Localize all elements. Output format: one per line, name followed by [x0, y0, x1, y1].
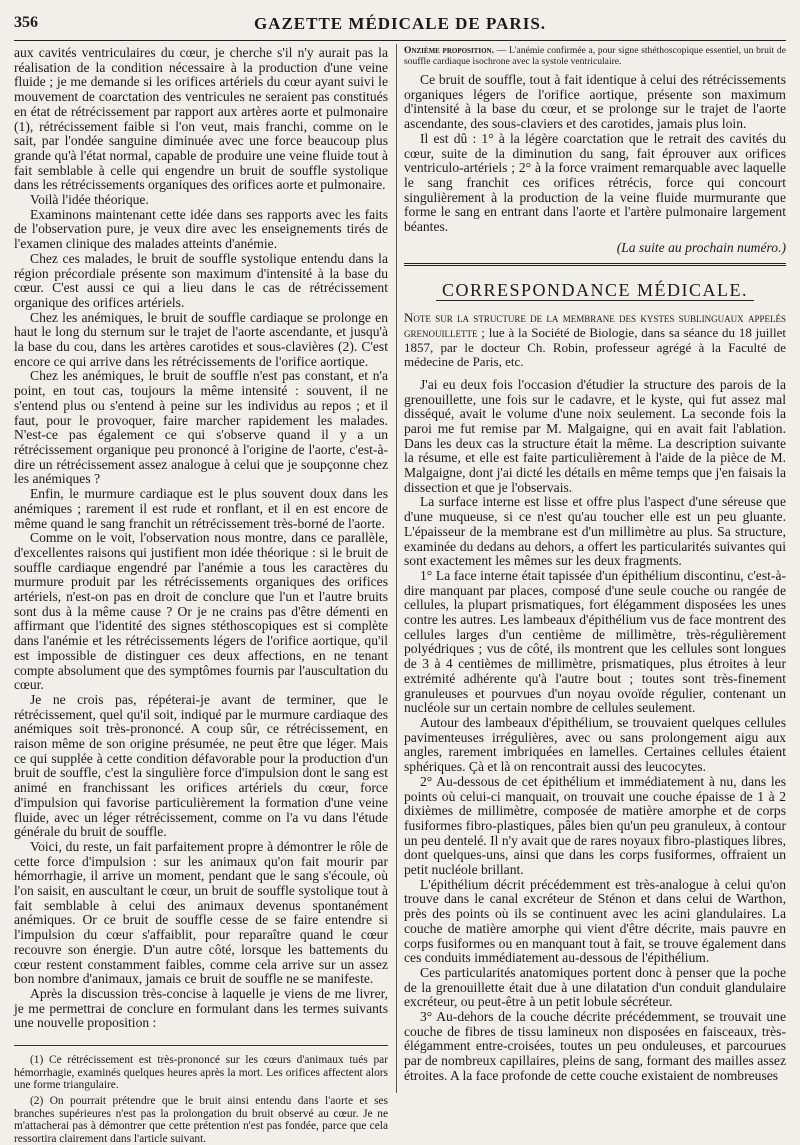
paragraph: Autour des lambeaux d'épithélium, se trouvaient quelques cellules pavimenteuses irrégulières, avec ou sans prolongement aigu aux angles, rarement imbriquées en lamelles. Certaines cellules étaient sphériques. Çà et là on rencontrait aussi des leucocytes. [404, 714, 786, 775]
column-divider [396, 44, 397, 1093]
footnote: (1) Ce rétrécissement est très-prononcé sur les cœurs d'animaux tués par hémorrhagie, examinés quelques heures après la mort. Les orifices affectent alors une forme triangulaire. [14, 1054, 388, 1091]
paragraph: aux cavités ventriculaires du cœur, je cherche s'il n'y aurait pas la réalisation de la condition nécessaire à la production d'une veine fluide ; je me demande si les orifices artériels du cœur ayant suivi le mouvement de coarctation des ventricules ne seraient pas constitués en état de rétrécissement par rapport aux artères aorte et pulmonaire (1), rétrécissement faible si l'on veut, mais franchi, comme on le sait, par l'ondée sanguine diminuée avec une force beaucoup plus grande qu'à l'état normal, capable de produire une veine fluide tout à fait semblable à celle qui engendre un bruit de souffle systolique dans les rétrécissements organiques des orifices aorte et pulmonaire. [14, 45, 388, 193]
footnote: (2) On pourrait prétendre que le bruit ainsi entendu dans l'aorte et ses branches supérieures n'est pas la prolongation du bruit observé au cœur. Je ne m'attacherai pas à démontrer que cette prétention n'est pas fondée, parce que cela ressortira clairement dans l'article suivant. [14, 1095, 388, 1145]
paragraph: Examinons maintenant cette idée dans ses rapports avec les faits de l'observation pure, je veux dire avec les enseignements tirés de l'examen clinique des malades atteints d'anémie. [14, 206, 388, 252]
paragraph: 2° Au-dessous de cet épithélium et immédiatement à nu, dans les points où celui-ci manquait, on trouvait une couche épaisse de 1 à 2 dixièmes de millimètre, composée de matière amorphe et de corps fusiformes fibro-plastiques, pâles bien qu'un peu granuleux, à contour un peu dentelé. Il n'y avait que de rares noyaux fibro-plastiques libres, dont quelques-uns, ainsi que dans les corps fusiformes, offraient un petit nucléole brillant. [404, 773, 786, 878]
paragraph: 3° Au-dehors de la couche décrite précédemment, se trouvait une couche de fibres de tissu lamineux non disposées en faisceaux, très-élégamment entre-croisées, toutes un peu onduleuses, et parcourues par de nombreux capillaires, pleins de sang, formant des mailles assez étroites. A la face profonde de cette couche existaient de nombreuses [404, 1009, 786, 1083]
paragraph: Ce bruit de souffle, tout à fait identique à celui des rétrécissements organiques légers de l'orifice aortique, présente son maximum d'intensité à la base du cœur, et se prolonge sur le trajet de l'aorte ascendante, des sous-claviers et des carotides, jamais plus loin. [404, 72, 786, 132]
paragraph: Voilà l'idée théorique. [30, 192, 149, 208]
paragraph: La surface interne est lisse et offre plus l'aspect d'une séreuse que d'une muqueuse, si ce n'est qu'au toucher elle est un peu gluante. L'épaisseur de la membrane est d'un millimètre au plus. Sa structure, examinée du dedans au dehors, a offert les particularités suivantes qui sont exactement les mêmes sur les deux fragments. [404, 494, 786, 569]
paragraph: Je ne crois pas, répéterai-je avant de terminer, que le rétrécissement, quel qu'il soit, indiqué par le murmure cardiaque des anémiques soit très-prononcé. A coup sûr, ce rétrécissement, en raison même de son origine présumée, ne peut être que léger. Mais ce qui supplée à cette condition défavorable pour la production d'un bruit de souffle, c'est la singulière force d'impulsion dont le sang est animé en franchissant les orifices artériels du cœur, force d'impulsion qui favorise particulièrement la formation d'une veine fluide, avec un léger rétrécissement, comme on l'a vu dans l'étude générale du bruit de souffle. [14, 691, 388, 840]
footnote-rule [14, 1045, 388, 1046]
paragraph: Enfin, le murmure cardiaque est le plus souvent doux dans les anémiques ; rarement il est rude et ronflant, et il en est encore de même quand le sang franchit un rétrécissement très-borné de l'aorte. [14, 486, 388, 531]
paragraph: Comme on le voit, l'observation nous montre, dans ce parallèle, d'excellentes raisons qui justifient mon idée théorique : si le bruit de souffle cardiaque engendré par l'anémie a tous les caractères du murmure produit par les rétrécissements organiques des orifices artériels, n'est-on pas en droit de conclure que l'un et l'autre bruits sont dus à la même cause ? Or je ne crains pas d'être démenti en affirmant que l'identité des signes stéthoscopiques est si complète dans l'anémie et les rétrécissements légers de l'orifice aortique, qu'il est impossible de distinguer ces deux affections, en ne tenant compte absolument que des symptômes fournis par l'auscultation du cœur. [14, 530, 388, 693]
page-header [14, 14, 786, 36]
right-column [404, 46, 786, 1093]
paragraph: Il est dû : 1° à la légère coarctation que le retrait des cavités du cœur, suite de la diminution du sang, fait éprouver aux orifices ventriculo-artériels ; 2° à la force vraiment remarquable avec laquelle le sang franchit ces orifices rétrécis, force qui concourt singulièrement à la production de la veine fluide murmurante que forme le sang en entrant dans l'aorte et l'artère pulmonaire largement béantes. [404, 130, 786, 235]
note-title: Note sur la structure de la membrane des kystes sublinguaux appelés grenouillette ; [404, 310, 786, 341]
paragraph: Ces particularités anatomiques portent donc à penser que la poche de la grenouillette était due à une dilatation d'un conduit glandulaire excréteur, ou peut-être à un petit lobule sécréteur. [404, 964, 786, 1010]
paragraph: J'ai eu deux fois l'occasion d'étudier la structure des parois de la grenouillette, une fois sur le cadavre, et le kyste, qui fut assez mal disséqué, avait le volume d'une noix seulement. La seconde fois la paroi me fut remise par M. Malgaigne, qui en avait fait l'ablation. Dans les deux cas la structure était la même. La description suivante la résume, et elle est faite particulièrement à l'aide de la pièce de M. Malgaigne, dont j'ai dicté les détails en même temps que j'en faisais la dissection et que je l'observais. [404, 376, 786, 495]
paragraph: L'épithélium décrit précédemment est très-analogue à celui qu'on trouve dans le canal excréteur de Sténon et dans celui de Warthon, près des points où ils se continuent avec les acini glandulaires. La couche de matière amorphe qui vient d'être décrite, mais pauvre en corps fusiformes ou en manquant tout à fait, se trouve également dans ces conduits immédiatement au-dessous de l'épithélium. [404, 876, 786, 966]
paragraph: Voici, du reste, un fait parfaitement propre à démontrer le rôle de cette force d'impulsion : sur les animaux qu'on fait mourir par hémorrhagie, il arrive un moment, pendant que le sang s'écoule, où l'on saisit, en auscultant le cœur, un bruit de souffle systolique tout à fait semblable à celui des animaux devenus spontanément anémiques. Or ce bruit de souffle cesse de se faire entendre si l'impulsion du cœur s'affaiblit, pour reparaître quand le cœur recouvre son énergie. D'un autre côté, lorsque les battements du cœur restent constamment faibles, comme cela arrive sur un assez bon nombre d'animaux, jamais ce bruit de souffle ne se manifeste. [14, 838, 388, 987]
continued-notice: (La suite au prochain numéro.) [616, 239, 786, 255]
proposition-text: — L'anémie confirmée a, pour signe sthéthoscopique essentiel, un bruit de souffle cardiaque isochrone avec la systole ventriculaire. [404, 45, 786, 67]
header-rule [14, 40, 786, 41]
proposition-name: Onzième proposition. [404, 45, 494, 56]
left-column [14, 45, 388, 1145]
paragraph: 1° La face interne était tapissée d'un épithélium discontinu, c'est-à-dire manquant par places, composé d'une seule couche ou rangée de cellules, la plupart prismatiques, fort élégamment disposées les unes contre les autres. Les lambeaux d'épithélium vus de face montrent des cellules larges d'un centième de millimètre, très-régulièrement polyédriques ; vus de côté, ils montrent que les cellules sont longues de 3 à 4 centièmes de millimètre, prismatiques, plus étroites à leur extrémité adhérente qu'à l'autre bout ; toutes sont très-finement granuleuses et pourvues d'un noyau ovoïde régulier, contenant un nucléole sur un certain nombre de cellules seulement. [404, 567, 786, 716]
paragraph: Après la discussion très-concise à laquelle je viens de me livrer, je me permettrai de conclure en formulant dans les termes suivants une nouvelle proposition : [14, 986, 388, 1031]
paragraph: Chez les anémiques, le bruit de souffle cardiaque se prolonge en haut le long du sternum sur le trajet de l'aorte ascendante, et jusqu'à la base du cou, dans les artères carotides et sous-clavières (2). C'est encore ce qui arrive dans les rétrécissements de l'orifice aortique. [14, 309, 388, 369]
proposition [404, 46, 786, 67]
paragraph: Chez les anémiques, le bruit de souffle n'est pas constant, et n'a point, en tout cas, toujours la même intensité : souvent, il ne s'entend plus ou s'entend à peine sur les individus au repos ; et il faut, pour le provoquer, faire marcher rapidement les malades. N'est-ce pas également ce qui s'observe quand il y a un rétrécissement organique peu prononcé à l'origine de l'aorte, c'est-à-dire un rétrécissement assez analogue à celui que je soupçonne chez les anémiques ? [14, 368, 388, 487]
section-title: CORRESPONDANCE MÉDICALE. [404, 280, 786, 301]
section-rule [404, 263, 786, 266]
paragraph: Chez ces malades, le bruit de souffle systolique entendu dans la région précordiale présente son maximum d'intensité à la base du cœur. C'est aussi ce qui a lieu dans le cas de rétrécissement organique des orifices artériels. [14, 250, 388, 310]
page-number: 356 [14, 14, 38, 31]
note-heading [404, 311, 786, 369]
journal-title: GAZETTE MÉDICALE DE PARIS. [253, 14, 547, 33]
note-byline: lue à la Société de Biologie, dans sa séance du 18 juillet 1857, par le docteur Ch. Robin, professeur agrégé à la Faculté de médecine de Paris, etc. [404, 325, 787, 370]
